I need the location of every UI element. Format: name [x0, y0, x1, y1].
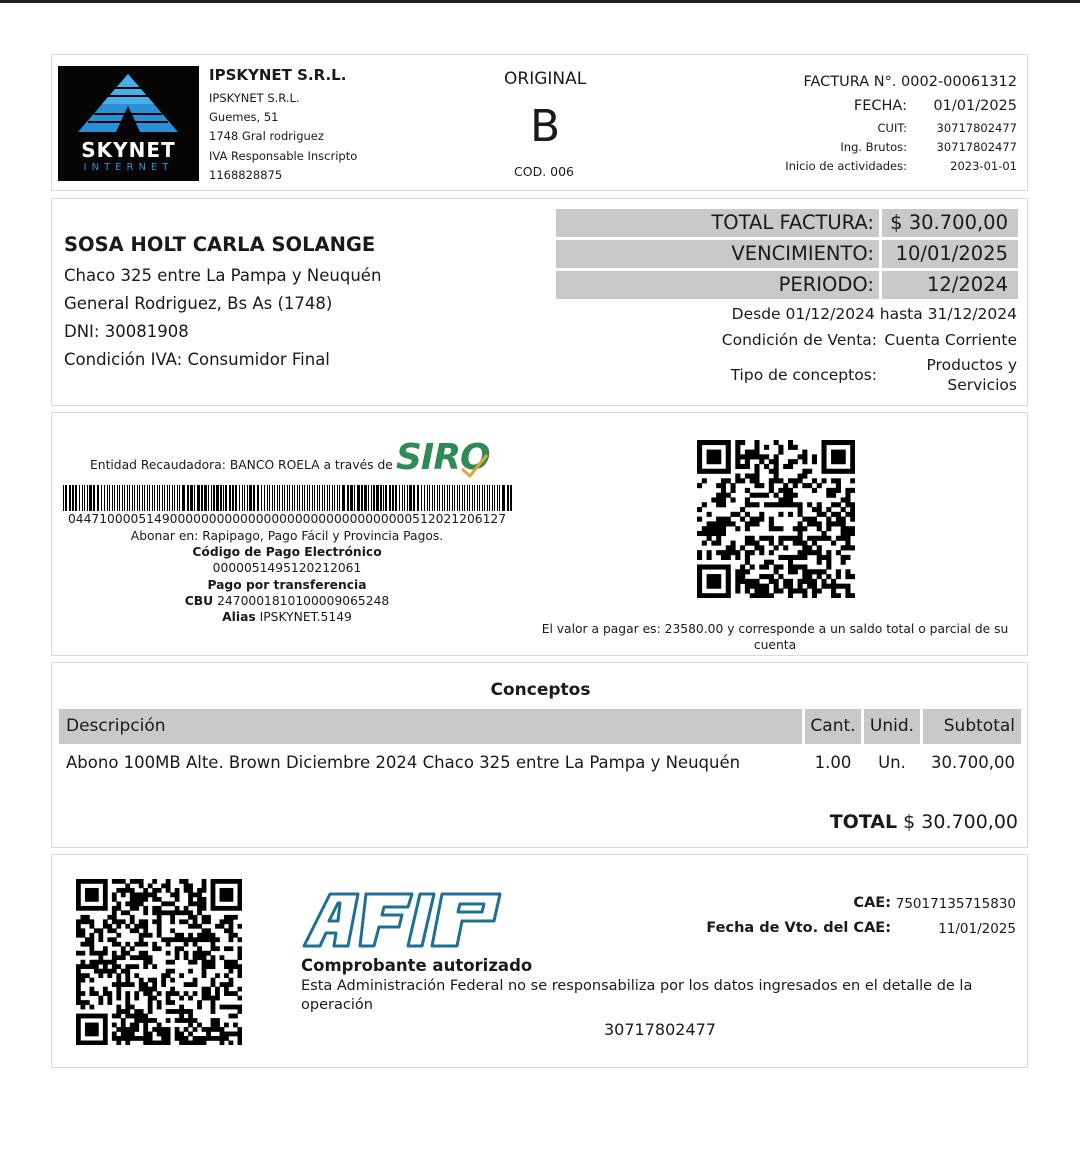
cae-label: CAE: [853, 895, 891, 911]
total-label: TOTAL [829, 811, 898, 833]
start-activities-value: 2023-01-01 [950, 159, 1017, 173]
invoice-code: COD. 006 [514, 164, 574, 179]
tipo-conceptos-value-1: Productos y [926, 356, 1017, 374]
customer-address: Chaco 325 entre La Pampa y Neuquén [64, 266, 382, 285]
ing-brutos-label: Ing. Brutos: [840, 140, 907, 154]
codigo-pago-label: Código de Pago Electrónico [192, 545, 382, 559]
header-unid: Unid. [864, 709, 920, 744]
condicion-venta-label: Condición de Venta: [721, 331, 877, 349]
periodo-value: 12/2024 [882, 271, 1018, 299]
codigo-pago-value: 0000051495120212061 [212, 561, 362, 575]
alias-label: Alias [222, 610, 256, 624]
transfer-label: Pago por transferencia [207, 578, 367, 592]
siro-check-icon [460, 453, 488, 479]
row-descripcion: Abono 100MB Alte. Brown Diciembre 2024 Chaco 325 entre La Pampa y Neuquén [66, 753, 741, 772]
company-city: 1748 Gral rodriguez [209, 129, 324, 143]
skynet-logo [58, 66, 199, 181]
row-cant: 1.00 [814, 753, 852, 772]
cae-vto-value: 11/01/2025 [938, 921, 1016, 937]
afip-section [51, 854, 1028, 1068]
total-factura-value: $ 30.700,00 [882, 209, 1018, 237]
customer-city: General Rodriguez, Bs As (1748) [64, 294, 333, 313]
afip-cuit: 30717802477 [604, 1020, 716, 1039]
invoice-header [51, 54, 1028, 191]
comprobante-autorizado: Comprobante autorizado [301, 956, 533, 975]
company-legal-name: IPSKYNET S.R.L. [209, 91, 300, 105]
cbu-label: CBU [184, 594, 214, 608]
afip-qr-code [76, 879, 242, 1045]
header-subtotal: Subtotal [923, 709, 1021, 744]
total-factura-label: TOTAL FACTURA: [556, 209, 879, 237]
ing-brutos-value: 30717802477 [936, 140, 1017, 154]
top-border [0, 0, 1080, 3]
barcode-number: 04471000051490000000000000000000000000000000512021206127 [67, 512, 507, 526]
total-value: $ 30.700,00 [903, 811, 1018, 833]
payment-section [51, 412, 1028, 656]
table-row [52, 753, 1029, 777]
company-name: IPSKYNET S.R.L. [209, 66, 347, 84]
company-phone: 1168828875 [209, 168, 283, 182]
alias-value: IPSKYNET.5149 [259, 610, 352, 624]
company-address: Guemes, 51 [209, 110, 279, 124]
company-iva: IVA Responsable Inscripto [209, 149, 358, 163]
start-activities-label: Inicio de actividades: [785, 159, 907, 173]
period-range: Desde 01/12/2024 hasta 31/12/2024 [731, 305, 1017, 323]
alias-line [62, 610, 512, 624]
payment-places: Abonar en: Rapipago, Pago Fácil y Provincia Pagos. [130, 529, 444, 543]
afip-disclaimer: Esta Administración Federal no se responsabiliza por los datos ingresados en el detalle de la [301, 978, 973, 994]
customer-dni: DNI: 30081908 [64, 322, 189, 341]
date-label: FECHA: [853, 98, 907, 114]
customer-section [51, 198, 1028, 406]
vencimiento-value: 10/01/2025 [882, 240, 1018, 268]
customer-iva: Condición IVA: Consumidor Final [64, 350, 330, 369]
cbu-line [62, 594, 512, 608]
original-label: ORIGINAL [504, 69, 587, 89]
row-subtotal: 30.700,00 [931, 753, 1015, 772]
invoice-number: FACTURA N°. 0002-00061312 [803, 74, 1017, 90]
vencimiento-label: VENCIMIENTO: [556, 240, 879, 268]
valor-a-pagar-cont: cuenta [753, 638, 797, 652]
invoice-date: 01/01/2025 [933, 98, 1017, 114]
logo-subtext: INTERNET [83, 162, 174, 173]
entidad-recaudadora: Entidad Recaudadora: BANCO ROELA a través de [90, 458, 393, 472]
payment-qr-code [697, 440, 855, 598]
concepts-section [51, 662, 1028, 848]
row-unid: Un. [878, 753, 906, 772]
header-cant: Cant. [805, 709, 861, 744]
concepts-title: Conceptos [490, 680, 591, 700]
cae-value: 75017135715830 [895, 896, 1016, 912]
afip-disclaimer-cont: operación [301, 997, 373, 1013]
tipo-conceptos-label: Tipo de conceptos: [730, 366, 877, 384]
cuit-value: 30717802477 [936, 121, 1017, 135]
header-descripcion: Descripción [59, 709, 802, 744]
cbu-value: 2470001810100009065248 [217, 594, 390, 608]
cuit-label: CUIT: [877, 121, 907, 135]
logo-text: SKYNET [81, 138, 176, 162]
grand-total [830, 811, 1018, 833]
afip-logo [302, 891, 504, 949]
payment-barcode [63, 485, 512, 511]
periodo-label: PERIODO: [556, 271, 879, 299]
cae-vto-label: Fecha de Vto. del CAE: [706, 920, 891, 936]
valor-a-pagar: El valor a pagar es: 23580.00 y corresponde a un saldo total o parcial de su [541, 622, 1009, 636]
condicion-venta-value: Cuenta Corriente [884, 331, 1017, 349]
tipo-conceptos-value-2: Servicios [947, 376, 1017, 394]
invoice-letter: B [530, 101, 561, 152]
customer-name: SOSA HOLT CARLA SOLANGE [64, 233, 376, 256]
siro-logo: SIRO [396, 437, 490, 478]
